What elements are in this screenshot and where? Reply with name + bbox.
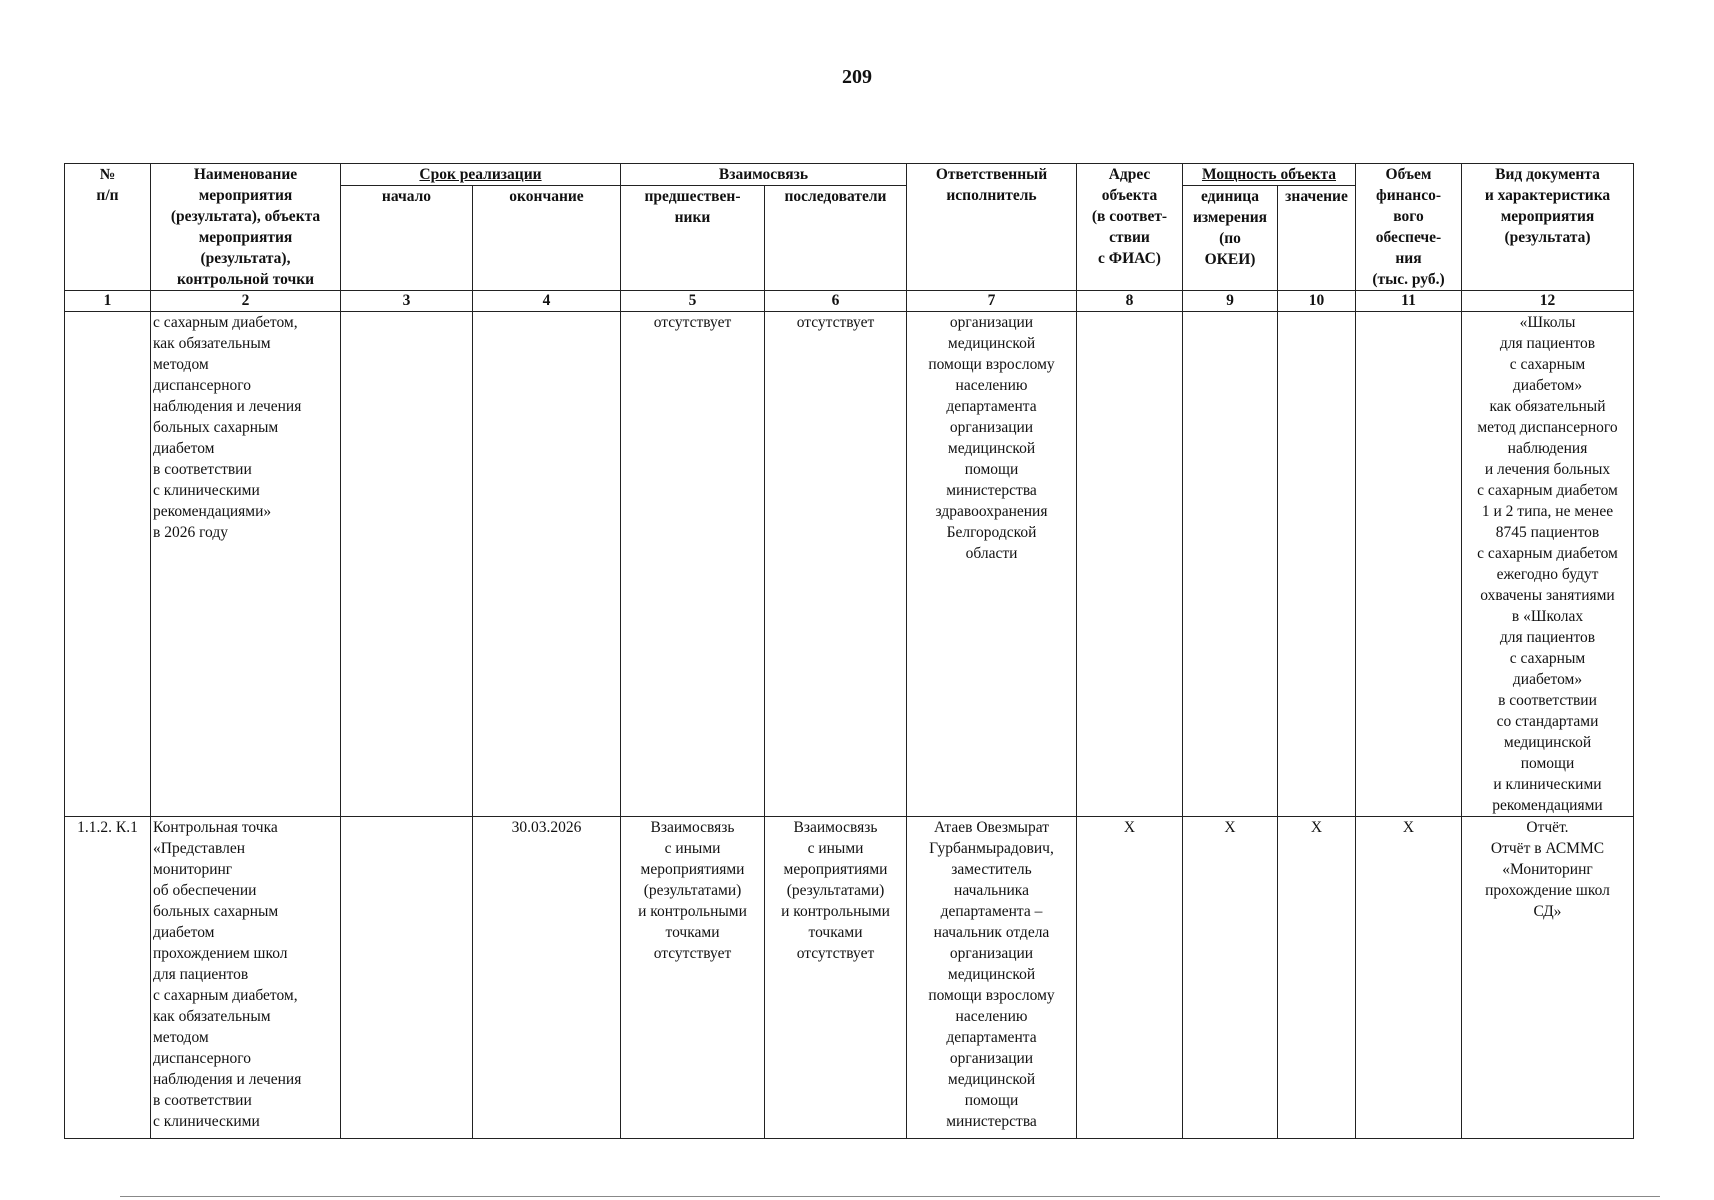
page-number: 209 — [842, 66, 872, 88]
cell-end: 30.03.2026 — [473, 817, 621, 1139]
header-capacity: Мощность объекта — [1183, 164, 1356, 186]
table-row — [65, 817, 1634, 1139]
header-no: № п/п — [65, 164, 151, 291]
column-number: 4 — [473, 291, 621, 312]
cell-predecessors: Взаимосвязь с иными мероприятиями (результатами) и контрольными точками отсутствует — [621, 817, 765, 1139]
cell-name: Контрольная точка «Представлен мониторинг об обеспечении больных сахарным диабетом прохождением школ для пациентов с сахарным диабетом, как обязательным методом диспансерного наблюдения и лечения в соответствии с клиническими — [151, 817, 341, 1139]
cell-start — [341, 312, 473, 817]
cell-address — [1077, 312, 1183, 817]
column-number: 2 — [151, 291, 341, 312]
cell-no: 1.1.2. К.1 — [65, 817, 151, 1139]
column-number: 3 — [341, 291, 473, 312]
cell-responsible: Атаев Овезмырат Гурбанмырадович, заместитель начальника департамента – начальник отдела организации медицинской помощи взрослому населению департамента организации медицинской помощи министерства — [907, 817, 1077, 1139]
header-end: окончание — [473, 186, 621, 291]
column-number-row — [65, 291, 1634, 312]
cell-start — [341, 817, 473, 1139]
cell-finance — [1356, 312, 1462, 817]
column-number: 1 — [65, 291, 151, 312]
header-address: Адрес объекта (в соответ- ствии с ФИАС) — [1077, 164, 1183, 291]
column-number: 8 — [1077, 291, 1183, 312]
cell-end — [473, 312, 621, 817]
column-number: 7 — [907, 291, 1077, 312]
scan-artifact-line — [120, 1196, 1660, 1197]
column-number: 9 — [1183, 291, 1278, 312]
header-start: начало — [341, 186, 473, 291]
header-unit: единица измерения (по ОКЕИ) — [1183, 186, 1278, 291]
header-name: Наименование мероприятия (результата), объекта мероприятия (результата), контрольной точки — [151, 164, 341, 291]
cell-no — [65, 312, 151, 817]
header-document: Вид документа и характеристика мероприятия (результата) — [1462, 164, 1634, 291]
cell-finance: Х — [1356, 817, 1462, 1139]
cell-unit — [1183, 312, 1278, 817]
header-finance: Объем финансо- вого обеспече- ния (тыс. руб.) — [1356, 164, 1462, 291]
header-term: Срок реализации — [341, 164, 621, 186]
cell-responsible: организации медицинской помощи взрослому населению департамента организации медицинской помощи министерства здравоохранения Белгородской области — [907, 312, 1077, 817]
header-value: значение — [1278, 186, 1356, 291]
column-number: 11 — [1356, 291, 1462, 312]
cell-unit: Х — [1183, 817, 1278, 1139]
cell-document: Отчёт. Отчёт в АСММС «Мониторинг прохождение школ СД» — [1462, 817, 1634, 1139]
column-number: 6 — [765, 291, 907, 312]
activities-table — [64, 163, 1634, 1139]
cell-value: Х — [1278, 817, 1356, 1139]
column-number: 12 — [1462, 291, 1634, 312]
column-number: 5 — [621, 291, 765, 312]
header-predecessors: предшествен- ники — [621, 186, 765, 291]
column-number: 10 — [1278, 291, 1356, 312]
cell-name: с сахарным диабетом, как обязательным методом диспансерного наблюдения и лечения больных сахарным диабетом в соответствии с клиническими рекомендациями» в 2026 году — [151, 312, 341, 817]
header-link: Взаимосвязь — [621, 164, 907, 186]
header-successors: последователи — [765, 186, 907, 291]
cell-predecessors: отсутствует — [621, 312, 765, 817]
table-row — [65, 312, 1634, 817]
cell-successors: Взаимосвязь с иными мероприятиями (результатами) и контрольными точками отсутствует — [765, 817, 907, 1139]
cell-address: Х — [1077, 817, 1183, 1139]
cell-document: «Школы для пациентов с сахарным диабетом» как обязательный метод диспансерного наблюдения и лечения больных с сахарным диабетом 1 и 2 типа, не менее 8745 пациентов с сахарным диабетом ежегодно будут охвачены занятиями в «Школах для пациентов с сахарным диабетом» в соответствии со стандартами медицинской помощи и клиническими рекомендациями — [1462, 312, 1634, 817]
cell-value — [1278, 312, 1356, 817]
header-responsible: Ответственный исполнитель — [907, 164, 1077, 291]
cell-successors: отсутствует — [765, 312, 907, 817]
